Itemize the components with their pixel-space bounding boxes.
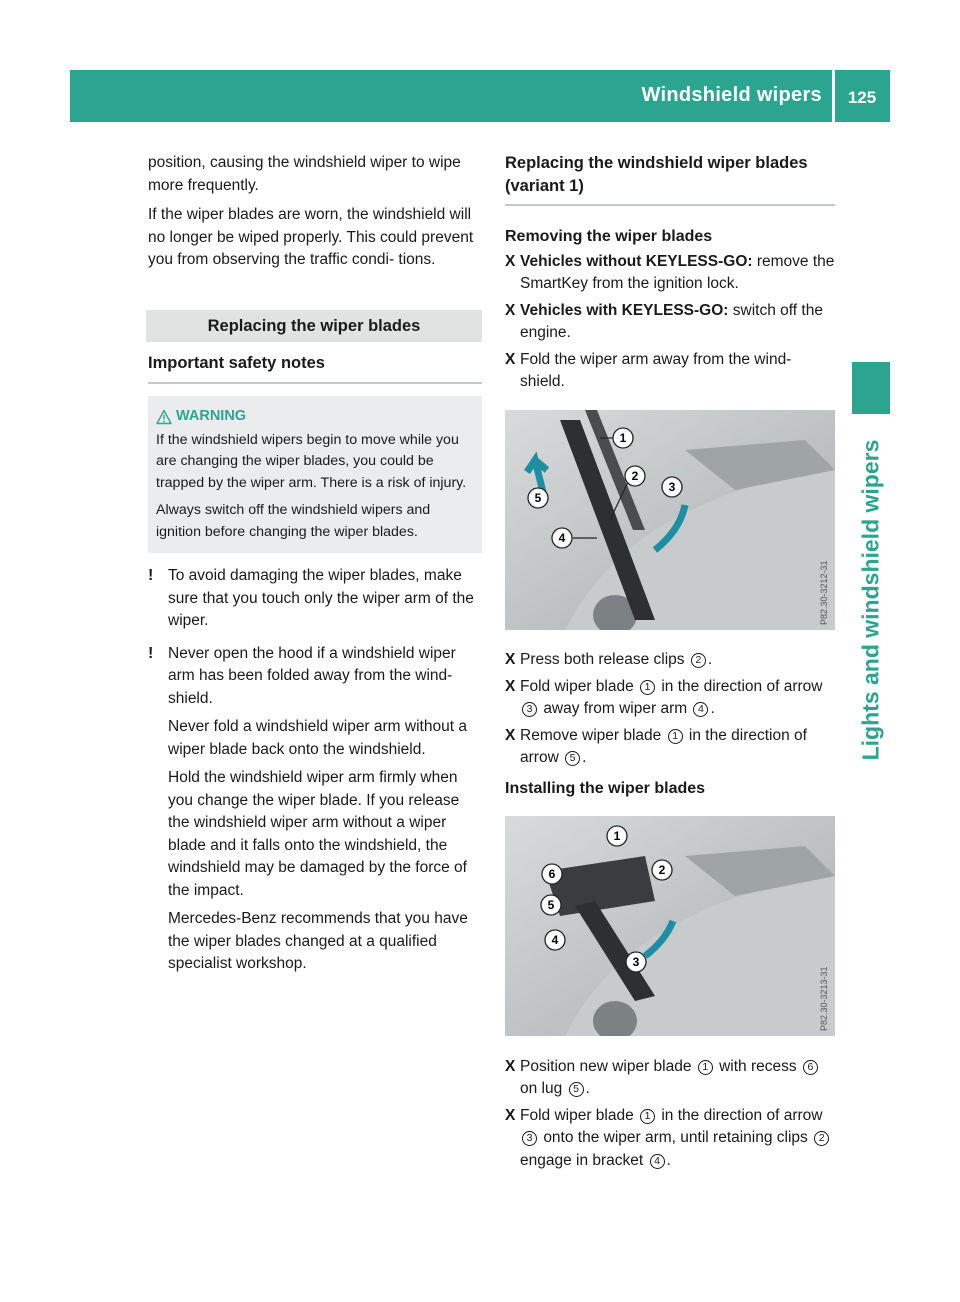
step-arrow-icon: X: [505, 350, 516, 368]
figure-removing-wiper-blade: [505, 410, 835, 630]
callout-label: 3: [668, 479, 676, 494]
callout-label: 5: [547, 898, 555, 912]
note-text: Never open the hood if a windshield wiper arm has been folded away from the wind- shield.: [168, 644, 456, 707]
section-heading: Replacing the windshield wiper blades (variant 1): [505, 152, 835, 206]
step: [505, 649, 835, 672]
step-text: in the direction of arrow: [520, 726, 807, 766]
step-arrow-icon: X: [505, 726, 516, 744]
step-text: in the direction of arrow: [661, 677, 823, 695]
step-arrow-icon: X: [505, 677, 516, 695]
step-text: switch off the engine.: [520, 301, 823, 341]
step-text: with recess: [719, 1057, 797, 1075]
callout-ref: 2: [691, 653, 706, 668]
step: [505, 349, 835, 394]
callout-label: 1: [619, 430, 627, 445]
step-text: remove the SmartKey from the ignition lock.: [520, 252, 835, 292]
step-condition: Vehicles with KEYLESS-GO:: [520, 301, 729, 319]
step-text: Remove wiper blade: [520, 726, 662, 744]
note-exclamation-icon: !: [148, 567, 154, 584]
callout-ref: 1: [640, 1109, 655, 1124]
callout-ref: 5: [569, 1082, 584, 1097]
step-text: .: [585, 1080, 590, 1097]
callout-label: 2: [631, 468, 639, 483]
step-text: away from wiper arm: [543, 700, 688, 717]
callout-label: 4: [558, 530, 566, 545]
safety-heading: Important safety notes: [148, 352, 482, 385]
note: [148, 643, 482, 982]
step-text: .: [707, 651, 713, 668]
step: [505, 300, 835, 345]
callout-ref: 4: [650, 1154, 665, 1169]
callout-label: 2: [658, 863, 666, 877]
warning-title: WARNING: [176, 408, 247, 424]
step-text: .: [666, 1151, 671, 1169]
page-number: 125: [847, 88, 877, 107]
callout-ref: 6: [803, 1060, 818, 1075]
callout-ref: 1: [668, 729, 683, 744]
callout-label: 6: [548, 867, 556, 881]
left-column: [148, 152, 482, 982]
paragraph: If the wiper blades are worn, the windshield will no longer be wiped properly. This could prevent you from observing the traffic condi- tions.: [148, 206, 474, 268]
callout-ref: 3: [522, 1131, 537, 1146]
page-title: Windshield wipers: [641, 84, 822, 106]
step-condition: Vehicles without KEYLESS-GO:: [520, 252, 753, 270]
step-text: onto the wiper arm, until retaining clips: [543, 1129, 808, 1146]
step-text: in the direction of arrow: [661, 1106, 823, 1124]
warning-text: Always switch off the windshield wipers and ignition before changing the wiper blades.: [156, 502, 431, 540]
note-text: Mercedes-Benz recommends that you have the wiper blades changed at a qualified specialist workshop.: [168, 910, 468, 972]
right-column: [505, 152, 835, 1176]
step-text: engage in bracket: [520, 1151, 644, 1169]
callout-ref: 4: [693, 702, 708, 717]
warning-box: [148, 396, 482, 553]
section-title: Replacing the wiper blades: [146, 310, 482, 342]
callout-ref: 1: [698, 1060, 713, 1075]
step-text: Fold wiper blade: [520, 677, 634, 695]
figure-code: P82.30-3213-31: [819, 966, 829, 1031]
warning-triangle-icon: [156, 409, 172, 425]
callout-label: 1: [613, 829, 621, 843]
callout-ref: 1: [640, 680, 655, 695]
callout-ref: 3: [522, 702, 537, 717]
step: [505, 1105, 835, 1173]
step-text: on lug: [520, 1080, 563, 1097]
step-arrow-icon: X: [505, 1106, 516, 1124]
step-text: Fold wiper blade: [520, 1106, 634, 1124]
step-text: .: [710, 700, 715, 717]
step: [505, 676, 835, 721]
step: [505, 725, 835, 770]
step-text: Position new wiper blade: [520, 1057, 692, 1075]
figure-code: P82.30-3212-31: [819, 559, 829, 625]
side-tab-label: Lights and windshield wipers: [857, 439, 884, 761]
note-exclamation-icon: !: [148, 644, 154, 662]
removing-heading: Removing the wiper blades: [505, 228, 713, 245]
step-arrow-icon: X: [505, 1057, 516, 1075]
callout-ref: 2: [814, 1131, 829, 1146]
step-arrow-icon: X: [505, 301, 516, 319]
step-text: Fold the wiper arm away from the wind- shield.: [520, 350, 792, 390]
step-text: .: [582, 749, 587, 766]
installing-heading: Installing the wiper blades: [505, 779, 706, 797]
paragraph: position, causing the windshield wiper to wipe more frequently.: [148, 154, 461, 194]
step: [505, 251, 835, 296]
side-tab-marker: [852, 362, 890, 414]
step-arrow-icon: X: [505, 252, 516, 270]
note: [148, 565, 482, 639]
warning-text: If the windshield wipers begin to move while you are changing the wiper blades, you could be trapped by the wiper arm. There is a risk of injury.: [156, 431, 467, 491]
callout-ref: 5: [565, 751, 580, 766]
figure-installing-wiper-blade: [505, 816, 835, 1036]
step: [505, 1056, 835, 1101]
step-arrow-icon: X: [505, 651, 516, 668]
callout-label: 4: [551, 933, 559, 947]
callout-label: 5: [534, 490, 542, 505]
note-text: To avoid damaging the wiper blades, make sure that you touch only the wiper arm of the wiper.: [168, 567, 474, 629]
callout-label: 3: [632, 955, 640, 969]
step-text: Press both release clips: [520, 651, 685, 668]
header-divider: [832, 70, 835, 122]
note-text: Hold the windshield wiper arm firmly when you change the wiper blade. If you release the windshield wiper arm without a wiper blade and it falls onto the windshield, the windshield may be damaged by the force of the impact.: [168, 769, 467, 899]
note-text: Never fold a windshield wiper arm without a wiper blade back onto the windshield.: [168, 718, 467, 758]
